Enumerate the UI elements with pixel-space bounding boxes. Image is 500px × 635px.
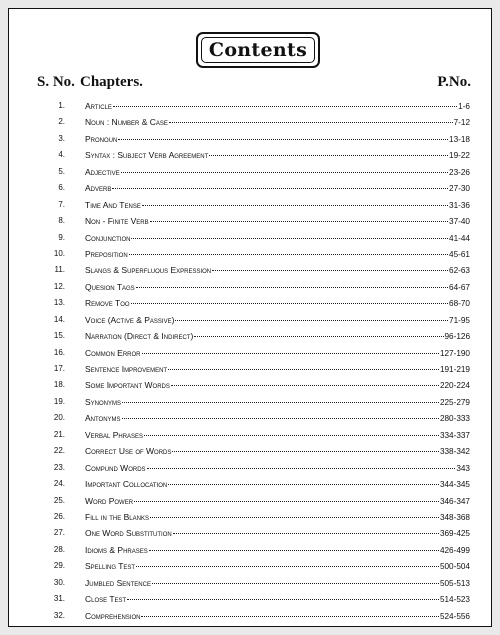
page-range: 23-26 bbox=[449, 167, 470, 177]
page-range: 68-70 bbox=[449, 299, 470, 309]
list-item bbox=[9, 345, 493, 361]
dot-leader bbox=[142, 353, 439, 354]
chapter-entry bbox=[85, 262, 470, 279]
chapter-entry bbox=[85, 493, 470, 510]
chapter-number: 11. bbox=[54, 265, 65, 275]
chapter-entry bbox=[85, 509, 470, 526]
list-item bbox=[9, 476, 493, 492]
chapter-entry bbox=[85, 460, 470, 477]
chapter-entry bbox=[85, 230, 470, 247]
chapter-entry bbox=[85, 443, 470, 460]
list-item bbox=[9, 197, 493, 213]
page-range: 344-345 bbox=[439, 480, 470, 490]
chapter-title: Antonyms bbox=[85, 413, 121, 424]
list-item bbox=[9, 377, 493, 393]
chapter-title: Syntax : Subject Verb Agreement bbox=[85, 150, 209, 161]
dot-leader bbox=[131, 238, 448, 239]
chapter-entry bbox=[85, 410, 470, 427]
chapter-entry bbox=[85, 608, 470, 625]
dot-leader bbox=[147, 468, 456, 469]
chapter-entry bbox=[85, 180, 470, 197]
chapter-number: 24. bbox=[53, 479, 65, 489]
page-range: 27-30 bbox=[449, 184, 470, 194]
chapter-entry bbox=[85, 98, 470, 115]
list-item bbox=[9, 542, 493, 558]
page-range: 7-12 bbox=[453, 118, 470, 128]
title-frame bbox=[196, 32, 320, 68]
dot-leader bbox=[194, 336, 443, 337]
chapter-title: Comprehension bbox=[85, 610, 141, 621]
list-item bbox=[9, 493, 493, 509]
dot-leader bbox=[122, 402, 439, 403]
page-range: 280-333 bbox=[439, 414, 470, 424]
dot-leader bbox=[209, 155, 448, 156]
page-range: 41-44 bbox=[449, 233, 470, 243]
list-item bbox=[9, 213, 493, 229]
dot-leader bbox=[168, 484, 439, 485]
chapter-title: Common Error bbox=[85, 347, 141, 358]
dot-leader bbox=[175, 320, 448, 321]
chapter-entry bbox=[85, 542, 470, 559]
chapter-number: 3. bbox=[58, 133, 65, 143]
chapter-entry bbox=[85, 427, 470, 444]
dot-leader bbox=[141, 616, 438, 617]
chapter-number: 6. bbox=[58, 183, 65, 193]
column-header-sno: S. No. bbox=[37, 74, 75, 90]
list-item bbox=[9, 591, 493, 607]
page-range: 514-523 bbox=[439, 595, 470, 605]
list-item bbox=[9, 427, 493, 443]
list-item bbox=[9, 558, 493, 574]
list-item bbox=[9, 180, 493, 196]
chapter-entry bbox=[85, 197, 470, 214]
page-range: 343 bbox=[456, 463, 470, 473]
chapter-number: 30. bbox=[53, 577, 65, 587]
chapter-title: Adverb bbox=[85, 183, 112, 194]
list-item bbox=[9, 114, 493, 130]
page-range: 225-279 bbox=[439, 397, 470, 407]
chapter-entry bbox=[85, 575, 470, 592]
dot-leader bbox=[113, 106, 457, 107]
chapter-entry bbox=[85, 213, 470, 230]
chapter-title: Pronoun bbox=[85, 133, 118, 144]
chapter-entry bbox=[85, 312, 470, 329]
page-range: 13-18 bbox=[449, 134, 470, 144]
dot-leader bbox=[152, 583, 439, 584]
list-item bbox=[9, 147, 493, 163]
chapter-entry bbox=[85, 295, 470, 312]
chapter-number: 15. bbox=[53, 331, 65, 341]
chapter-entry bbox=[85, 279, 470, 296]
chapter-title: Fill in the Blanks bbox=[85, 511, 149, 522]
chapter-number: 26. bbox=[53, 511, 65, 521]
chapter-title: Quesion Tags bbox=[85, 281, 135, 292]
chapter-title: Preposition bbox=[85, 248, 128, 259]
chapter-number: 29. bbox=[53, 561, 65, 571]
dot-leader bbox=[122, 418, 439, 419]
chapter-entry bbox=[85, 558, 470, 575]
chapter-title: Compund Words bbox=[85, 462, 146, 473]
list-item bbox=[9, 98, 493, 114]
page-range: 220-224 bbox=[439, 381, 470, 391]
page-range: 426-499 bbox=[439, 545, 470, 555]
page-range: 500-504 bbox=[439, 562, 470, 572]
chapter-number: 8. bbox=[58, 216, 65, 226]
dot-leader bbox=[131, 303, 449, 304]
chapter-entry bbox=[85, 377, 470, 394]
dot-leader bbox=[150, 517, 439, 518]
dot-leader bbox=[136, 566, 439, 567]
chapter-title: Idioms & Phrases bbox=[85, 544, 148, 555]
chapter-number: 19. bbox=[53, 396, 65, 406]
contents-page bbox=[8, 8, 492, 627]
dot-leader bbox=[144, 435, 439, 436]
chapter-title: Remove Too bbox=[85, 298, 130, 309]
chapter-title: Word Power bbox=[85, 495, 134, 506]
dot-leader bbox=[173, 533, 439, 534]
dot-leader bbox=[118, 139, 448, 140]
chapter-title: Voice (Active & Passive) bbox=[85, 314, 175, 325]
chapter-title: Slangs & Superfluous Expression bbox=[85, 265, 212, 276]
dot-leader bbox=[212, 270, 448, 271]
chapter-entry bbox=[85, 525, 470, 542]
page-range: 348-368 bbox=[439, 512, 470, 522]
list-item bbox=[9, 460, 493, 476]
chapter-number: 14. bbox=[53, 314, 65, 324]
chapter-title: Sentence Improvement bbox=[85, 364, 168, 374]
chapter-title: Narration (Direct & Indirect) bbox=[85, 331, 194, 342]
dot-leader bbox=[121, 172, 448, 173]
page-range: 346-347 bbox=[439, 496, 470, 506]
list-item bbox=[9, 361, 493, 377]
dot-leader bbox=[168, 369, 439, 370]
list-item bbox=[9, 608, 493, 624]
chapter-title: Adjective bbox=[85, 166, 120, 177]
chapter-number: 5. bbox=[58, 166, 65, 176]
dot-leader bbox=[134, 501, 439, 502]
chapter-number: 31. bbox=[53, 594, 65, 604]
chapter-number: 12. bbox=[53, 281, 65, 291]
list-item bbox=[9, 328, 493, 344]
list-item bbox=[9, 394, 493, 410]
chapter-number: 1. bbox=[58, 101, 65, 110]
chapter-entry bbox=[85, 114, 470, 131]
chapter-number: 28. bbox=[53, 544, 65, 554]
chapter-entry bbox=[85, 345, 470, 362]
list-item bbox=[9, 262, 493, 278]
dot-leader bbox=[169, 122, 453, 123]
page-range: 64-67 bbox=[449, 282, 470, 292]
chapter-number: 17. bbox=[53, 364, 65, 373]
chapter-title: Close Test bbox=[85, 594, 127, 605]
chapter-entry bbox=[85, 476, 470, 493]
chapter-entry bbox=[85, 147, 470, 164]
list-item bbox=[9, 164, 493, 180]
chapter-title: Noun : Number & Case bbox=[85, 117, 168, 128]
chapter-entry bbox=[85, 328, 470, 345]
chapter-entry bbox=[85, 394, 470, 411]
chapter-number: 4. bbox=[58, 150, 65, 160]
chapter-title: Correct Use of Words bbox=[85, 446, 172, 457]
chapter-number: 7. bbox=[58, 199, 65, 209]
chapter-number: 32. bbox=[53, 610, 65, 620]
page-range: 338-342 bbox=[439, 447, 470, 457]
chapter-number: 25. bbox=[53, 495, 65, 505]
list-item bbox=[9, 312, 493, 328]
dot-leader bbox=[127, 599, 439, 600]
dot-leader bbox=[171, 385, 439, 386]
page-title: Contents bbox=[201, 37, 315, 63]
list-item bbox=[9, 230, 493, 246]
list-item bbox=[9, 575, 493, 591]
dot-leader bbox=[149, 550, 439, 551]
chapter-title: Verbal Phrases bbox=[85, 429, 144, 440]
chapter-entry bbox=[85, 246, 470, 263]
chapter-number: 21. bbox=[53, 429, 65, 439]
chapter-title: One Word Substitution bbox=[85, 528, 172, 539]
chapter-entry bbox=[85, 131, 470, 148]
page-range: 191-219 bbox=[439, 365, 470, 374]
chapter-entry bbox=[85, 591, 470, 608]
page-range: 1-6 bbox=[458, 102, 470, 111]
chapter-number: 2. bbox=[58, 117, 65, 127]
page-range: 37-40 bbox=[449, 217, 470, 227]
chapter-title: Time And Tense bbox=[85, 199, 141, 210]
chapter-title: Spelling Test bbox=[85, 561, 136, 572]
list-item bbox=[9, 295, 493, 311]
page-range: 369-425 bbox=[439, 529, 470, 539]
page-range: 71-95 bbox=[449, 315, 470, 325]
list-item bbox=[9, 279, 493, 295]
chapter-number: 18. bbox=[53, 380, 65, 390]
list-item bbox=[9, 525, 493, 541]
dot-leader bbox=[129, 254, 448, 255]
page-range: 524-556 bbox=[439, 611, 470, 621]
page-range: 19-22 bbox=[449, 151, 470, 161]
dot-leader bbox=[112, 188, 448, 189]
dot-leader bbox=[142, 205, 448, 206]
dot-leader bbox=[150, 221, 448, 222]
list-item bbox=[9, 509, 493, 525]
chapter-number: 9. bbox=[58, 232, 65, 242]
chapter-title: Some Important Words bbox=[85, 380, 170, 391]
chapter-number: 10. bbox=[53, 248, 65, 258]
page-range: 45-61 bbox=[449, 249, 470, 259]
chapter-title: Conjunction bbox=[85, 232, 131, 243]
chapter-entry bbox=[85, 361, 470, 378]
page-range: 31-36 bbox=[449, 200, 470, 210]
page-range: 62-63 bbox=[449, 266, 470, 276]
list-item bbox=[9, 246, 493, 262]
page-range: 505-513 bbox=[439, 578, 470, 588]
chapter-title: Article bbox=[85, 101, 112, 111]
chapter-number: 23. bbox=[53, 462, 65, 472]
list-item bbox=[9, 410, 493, 426]
column-header-chapters: Chapters. bbox=[80, 74, 143, 90]
chapter-number: 13. bbox=[53, 298, 65, 308]
chapter-entry bbox=[85, 164, 470, 181]
dot-leader bbox=[172, 451, 439, 452]
page-range: 96-126 bbox=[444, 332, 470, 342]
list-item bbox=[9, 131, 493, 147]
page-range: 334-337 bbox=[439, 430, 470, 440]
chapter-title: Synonyms bbox=[85, 396, 122, 407]
page-range: 127-190 bbox=[439, 348, 470, 358]
chapter-title: Important Collocation bbox=[85, 479, 168, 490]
chapter-number: 20. bbox=[53, 413, 65, 423]
chapter-title: Jumbled Sentence bbox=[85, 577, 151, 588]
dot-leader bbox=[136, 287, 448, 288]
column-header-pno: P.No. bbox=[437, 74, 471, 90]
chapter-number: 22. bbox=[53, 446, 65, 456]
chapter-title: Non - Finite Verb bbox=[85, 216, 149, 227]
chapter-number: 16. bbox=[53, 347, 65, 357]
contents-list bbox=[9, 98, 493, 624]
list-item bbox=[9, 443, 493, 459]
chapter-number: 27. bbox=[53, 528, 65, 538]
